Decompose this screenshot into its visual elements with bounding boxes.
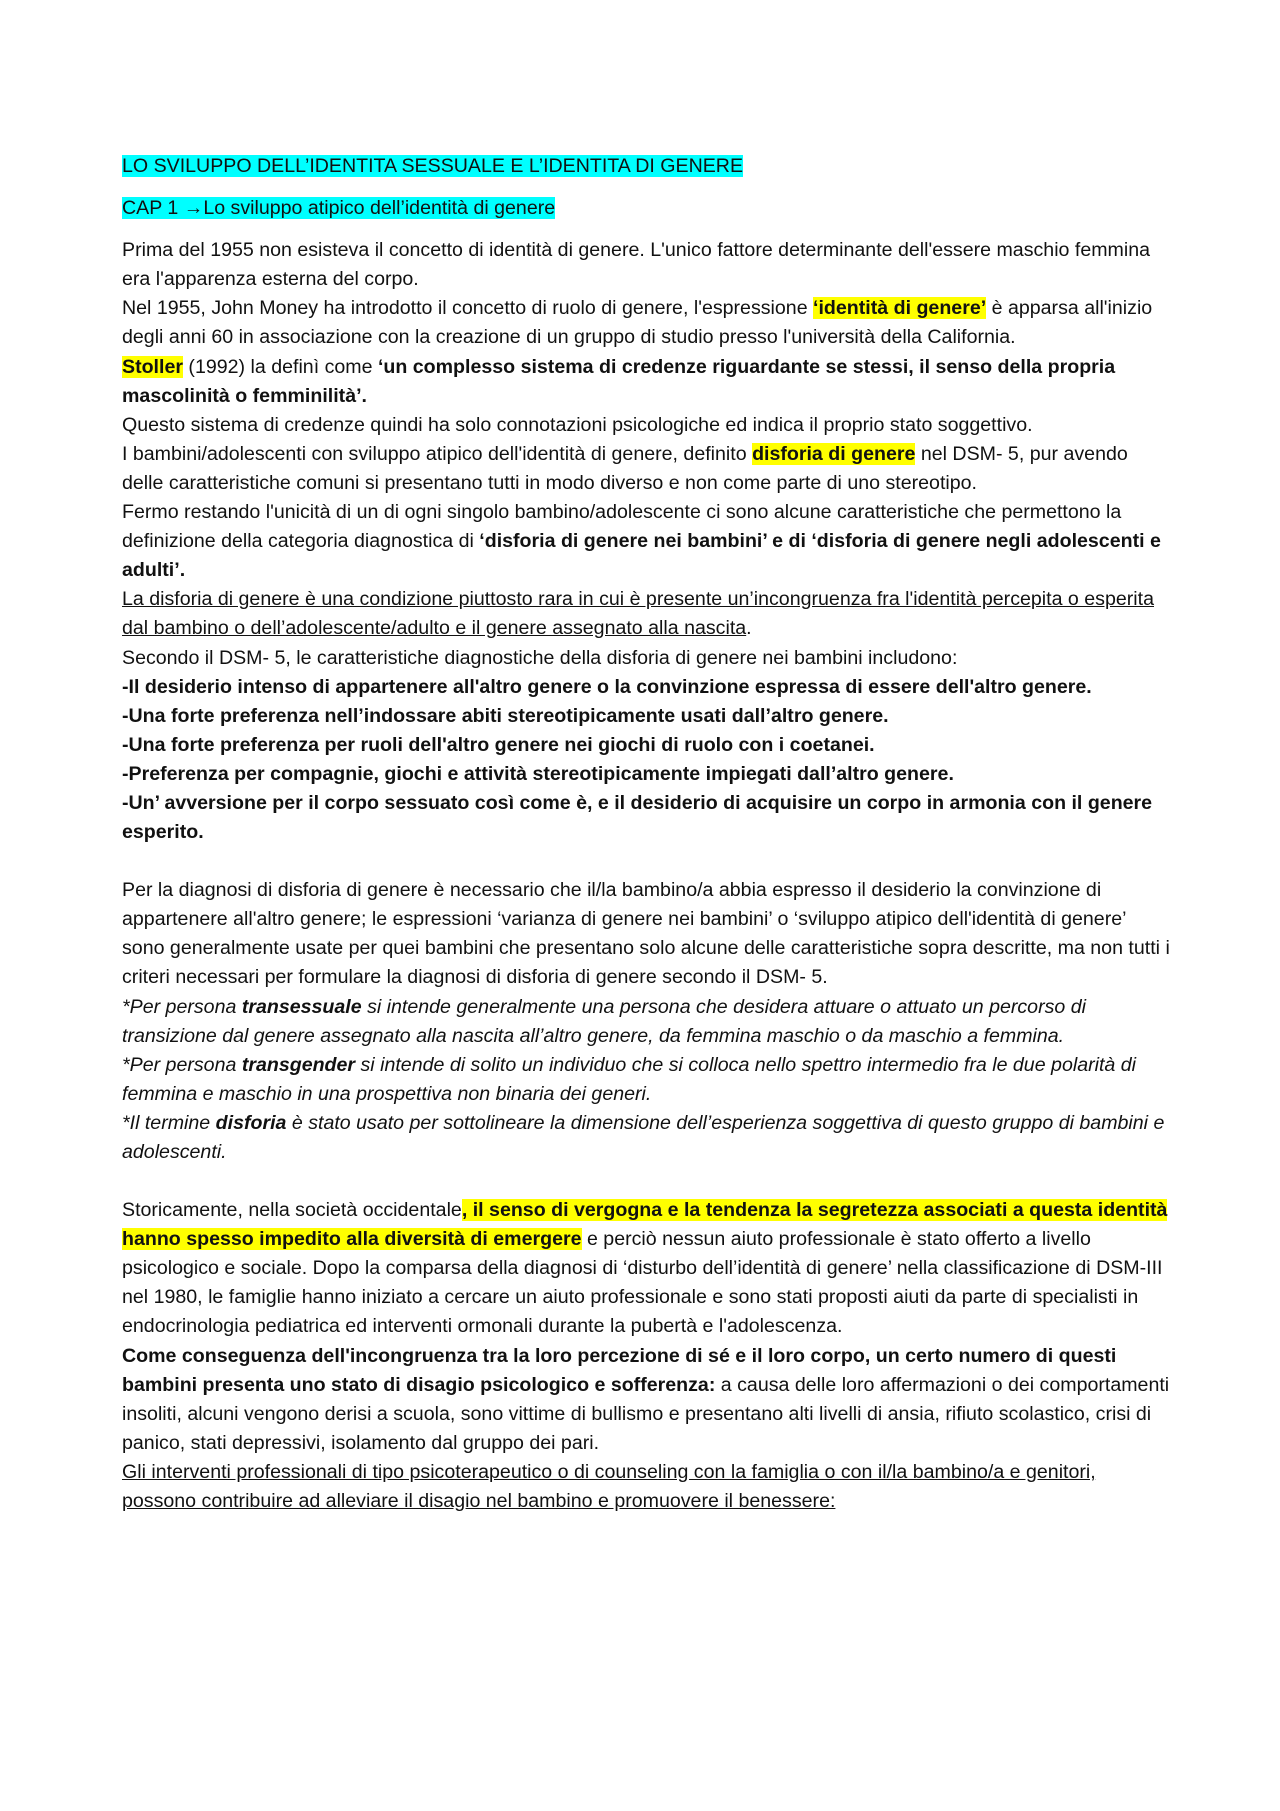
note3-c: è stato usato per sottolineare la dimensione dell’esperienza soggettiva di questo gruppo di bambini e adolescenti. (122, 1111, 1165, 1163)
intro-paragraph-8: Secondo il DSM- 5, le caratteristiche diagnostiche della disforia di genere nei bambini includono: (122, 646, 958, 669)
intro-paragraph-5 (122, 440, 1172, 498)
criterion-item: -Una forte preferenza nell’indossare abiti stereotipicamente usati dall’altro genere. (122, 704, 889, 727)
criterion-item: -Il desiderio intenso di appartenere all'altro genere o la convinzione espressa di essere dell'altro genere. (122, 675, 1092, 698)
history-p1-text-b: e perciò nessun aiuto professionale è stato offerto a livello psicologico e sociale. Dopo la comparsa della diagnosi di ‘disturbo dell’identità di genere’ nella classificazione di DSM-III nel 1980, le famiglie hanno iniziato a cercare un aiuto professionale e sono stati proposti aiuti da parte di specialisti in endocrinologia pediatrica ed interventi ormonali durante la pubertà e l'adolescenza. (122, 1228, 1163, 1338)
history-paragraph-2 (122, 1342, 1172, 1458)
intro-p5-text-b: nel DSM- 5, pur avendo delle caratteristiche comuni si presentano tutti in modo diverso e non come parte di uno stereotipo. (122, 442, 1128, 494)
chapter-heading-highlight (122, 197, 555, 219)
document-title-text: LO SVILUPPO DELL’IDENTITA SESSUALE E L’IDENTITA DI GENERE (122, 155, 744, 177)
history-p2-text-b: a causa delle loro affermazioni o dei comportamenti insoliti, alcuni vengono derisi a scuola, sono vittime di bullismo e presentano alti livelli di ansia, rifiuto scolastico, crisi di panico, stati depressivi, isolamento dal gruppo dei pari. (122, 1373, 1170, 1454)
criterion-item: -Un’ avversione per il corpo sessuato così come è, e il desiderio di acquisire un corpo in armonia con il genere esperito. (122, 791, 1153, 844)
identita-di-genere-highlight: ‘identità di genere’ (813, 297, 987, 320)
intro-paragraph-2 (122, 294, 1172, 352)
footnote-transgender (122, 1051, 1172, 1109)
document-body (122, 152, 1172, 1516)
intro-p7-end: . (746, 617, 752, 640)
chapter-prefix: CAP 1 (122, 197, 184, 220)
note3-a: *Il termine (122, 1111, 216, 1134)
note2-c: si intende di solito un individuo che si colloca nello spettro intermedio fra le due polarità di femmina e maschio in una prospettiva non binaria dei generi. (122, 1053, 1136, 1105)
note1-a: *Per persona (122, 995, 242, 1018)
intro-p2-text-a: Nel 1955, John Money ha introdotto il concetto di ruolo di genere, l'espressione (122, 297, 814, 320)
note1-c: si intende generalmente una persona che desidera attuare o attuato un percorso di transizione dal genere assegnato alla nascita all’altro genere, da femmina maschio o da maschio a femmina. (122, 995, 1086, 1047)
intro-paragraph-3 (122, 353, 1172, 411)
chapter-title: Lo sviluppo atipico dell’identità di genere (203, 197, 556, 220)
disagio-bold: Come conseguenza dell'incongruenza tra la loro percezione di sé e il loro corpo, un certo numero di questi bambini presenta uno stato di disagio psicologico e sofferenza: (122, 1344, 1117, 1396)
disforia-definition-underlined: La disforia di genere è una condizione piuttosto rara in cui è presente un’incongruenza fra l'identità percepita o esperita dal bambino o dell’adolescente/adulto e il genere assegnato alla nascita (122, 588, 1154, 640)
note3-term: disforia (215, 1111, 287, 1134)
intro-p6-text-a: Fermo restando l'unicità di un di ogni singolo bambino/adolescente ci sono alcune caratteristiche che permettono la definizione della categoria diagnostica di (122, 501, 1122, 553)
intro-paragraph-4: Questo sistema di credenze quindi ha solo connotazioni psicologiche ed indica il proprio stato soggettivo. (122, 413, 1033, 436)
note2-a: *Per persona (122, 1053, 242, 1076)
stoller-highlight: Stoller (122, 355, 183, 378)
history-paragraph-3 (122, 1458, 1172, 1516)
history-paragraph-1 (122, 1196, 1172, 1341)
interventions-underlined: Gli interventi professionali di tipo psicoterapeutico o di counseling con la famiglia o con il/la bambino/a e genitori, possono contribuire ad alleviare il disagio nel bambino e promuovere il benessere: (122, 1460, 1096, 1513)
footnote-transessuale (122, 993, 1172, 1051)
criterion-item: -Una forte preferenza per ruoli dell'altro genere nei giochi di ruolo con i coetanei. (122, 733, 875, 756)
history-p1-text-a: Storicamente, nella società occidentale (122, 1199, 462, 1222)
note2-term: transgender (241, 1053, 356, 1076)
segretezza-highlight: , il senso di vergogna e la tendenza la segretezza associati a questa identità hanno spesso impedito alla diversità di emergere (122, 1199, 1168, 1251)
footnote-disforia (122, 1109, 1172, 1167)
arrow-right-icon: → (183, 197, 204, 220)
criterion-item: -Preferenza per compagnie, giochi e attività stereotipicamente impiegati dall’altro genere. (122, 762, 954, 785)
intro-p3-text-a: (1992) la definì come (182, 355, 378, 378)
chapter-heading (122, 194, 1172, 223)
intro-paragraph-1: Prima del 1955 non esisteva il concetto di identità di genere. L'unico fattore determinante dell'essere maschio femmina era l'apparenza esterna del corpo. (122, 239, 1151, 291)
diagnostic-categories: ‘disforia di genere nei bambini’ e di ‘disforia di genere negli adolescenti e adulti’. (122, 530, 1161, 582)
intro-paragraph-7 (122, 585, 1172, 643)
intro-paragraph-6 (122, 498, 1172, 585)
note1-term: transessuale (241, 995, 362, 1018)
stoller-definition: ‘un complesso sistema di credenze riguardante se stessi, il senso della propria mascolinità o femminilità’. (122, 355, 1116, 407)
document-title (122, 152, 1172, 181)
intro-p2-text-b: è apparsa all'inizio degli anni 60 in associazione con la creazione di un gruppo di studio presso l'università della California. (122, 297, 1153, 349)
intro-p5-text-a: I bambini/adolescenti con sviluppo atipico dell'identità di genere, definito (122, 442, 753, 465)
disforia-highlight: disforia di genere (752, 442, 916, 465)
diagnosis-paragraph: Per la diagnosi di disforia di genere è necessario che il/la bambino/a abbia espresso il desiderio la convinzione di appartenere all'altro genere; le espressioni ‘varianza di genere nei bambini’ o ‘sviluppo atipico dell'identità di genere’ sono generalmente usate per quei bambini che presentano solo alcune delle caratteristiche sopra descritte, ma non tutti i criteri necessari per formulare la diagnosi di disforia di genere secondo il DSM- 5. (122, 879, 1170, 989)
